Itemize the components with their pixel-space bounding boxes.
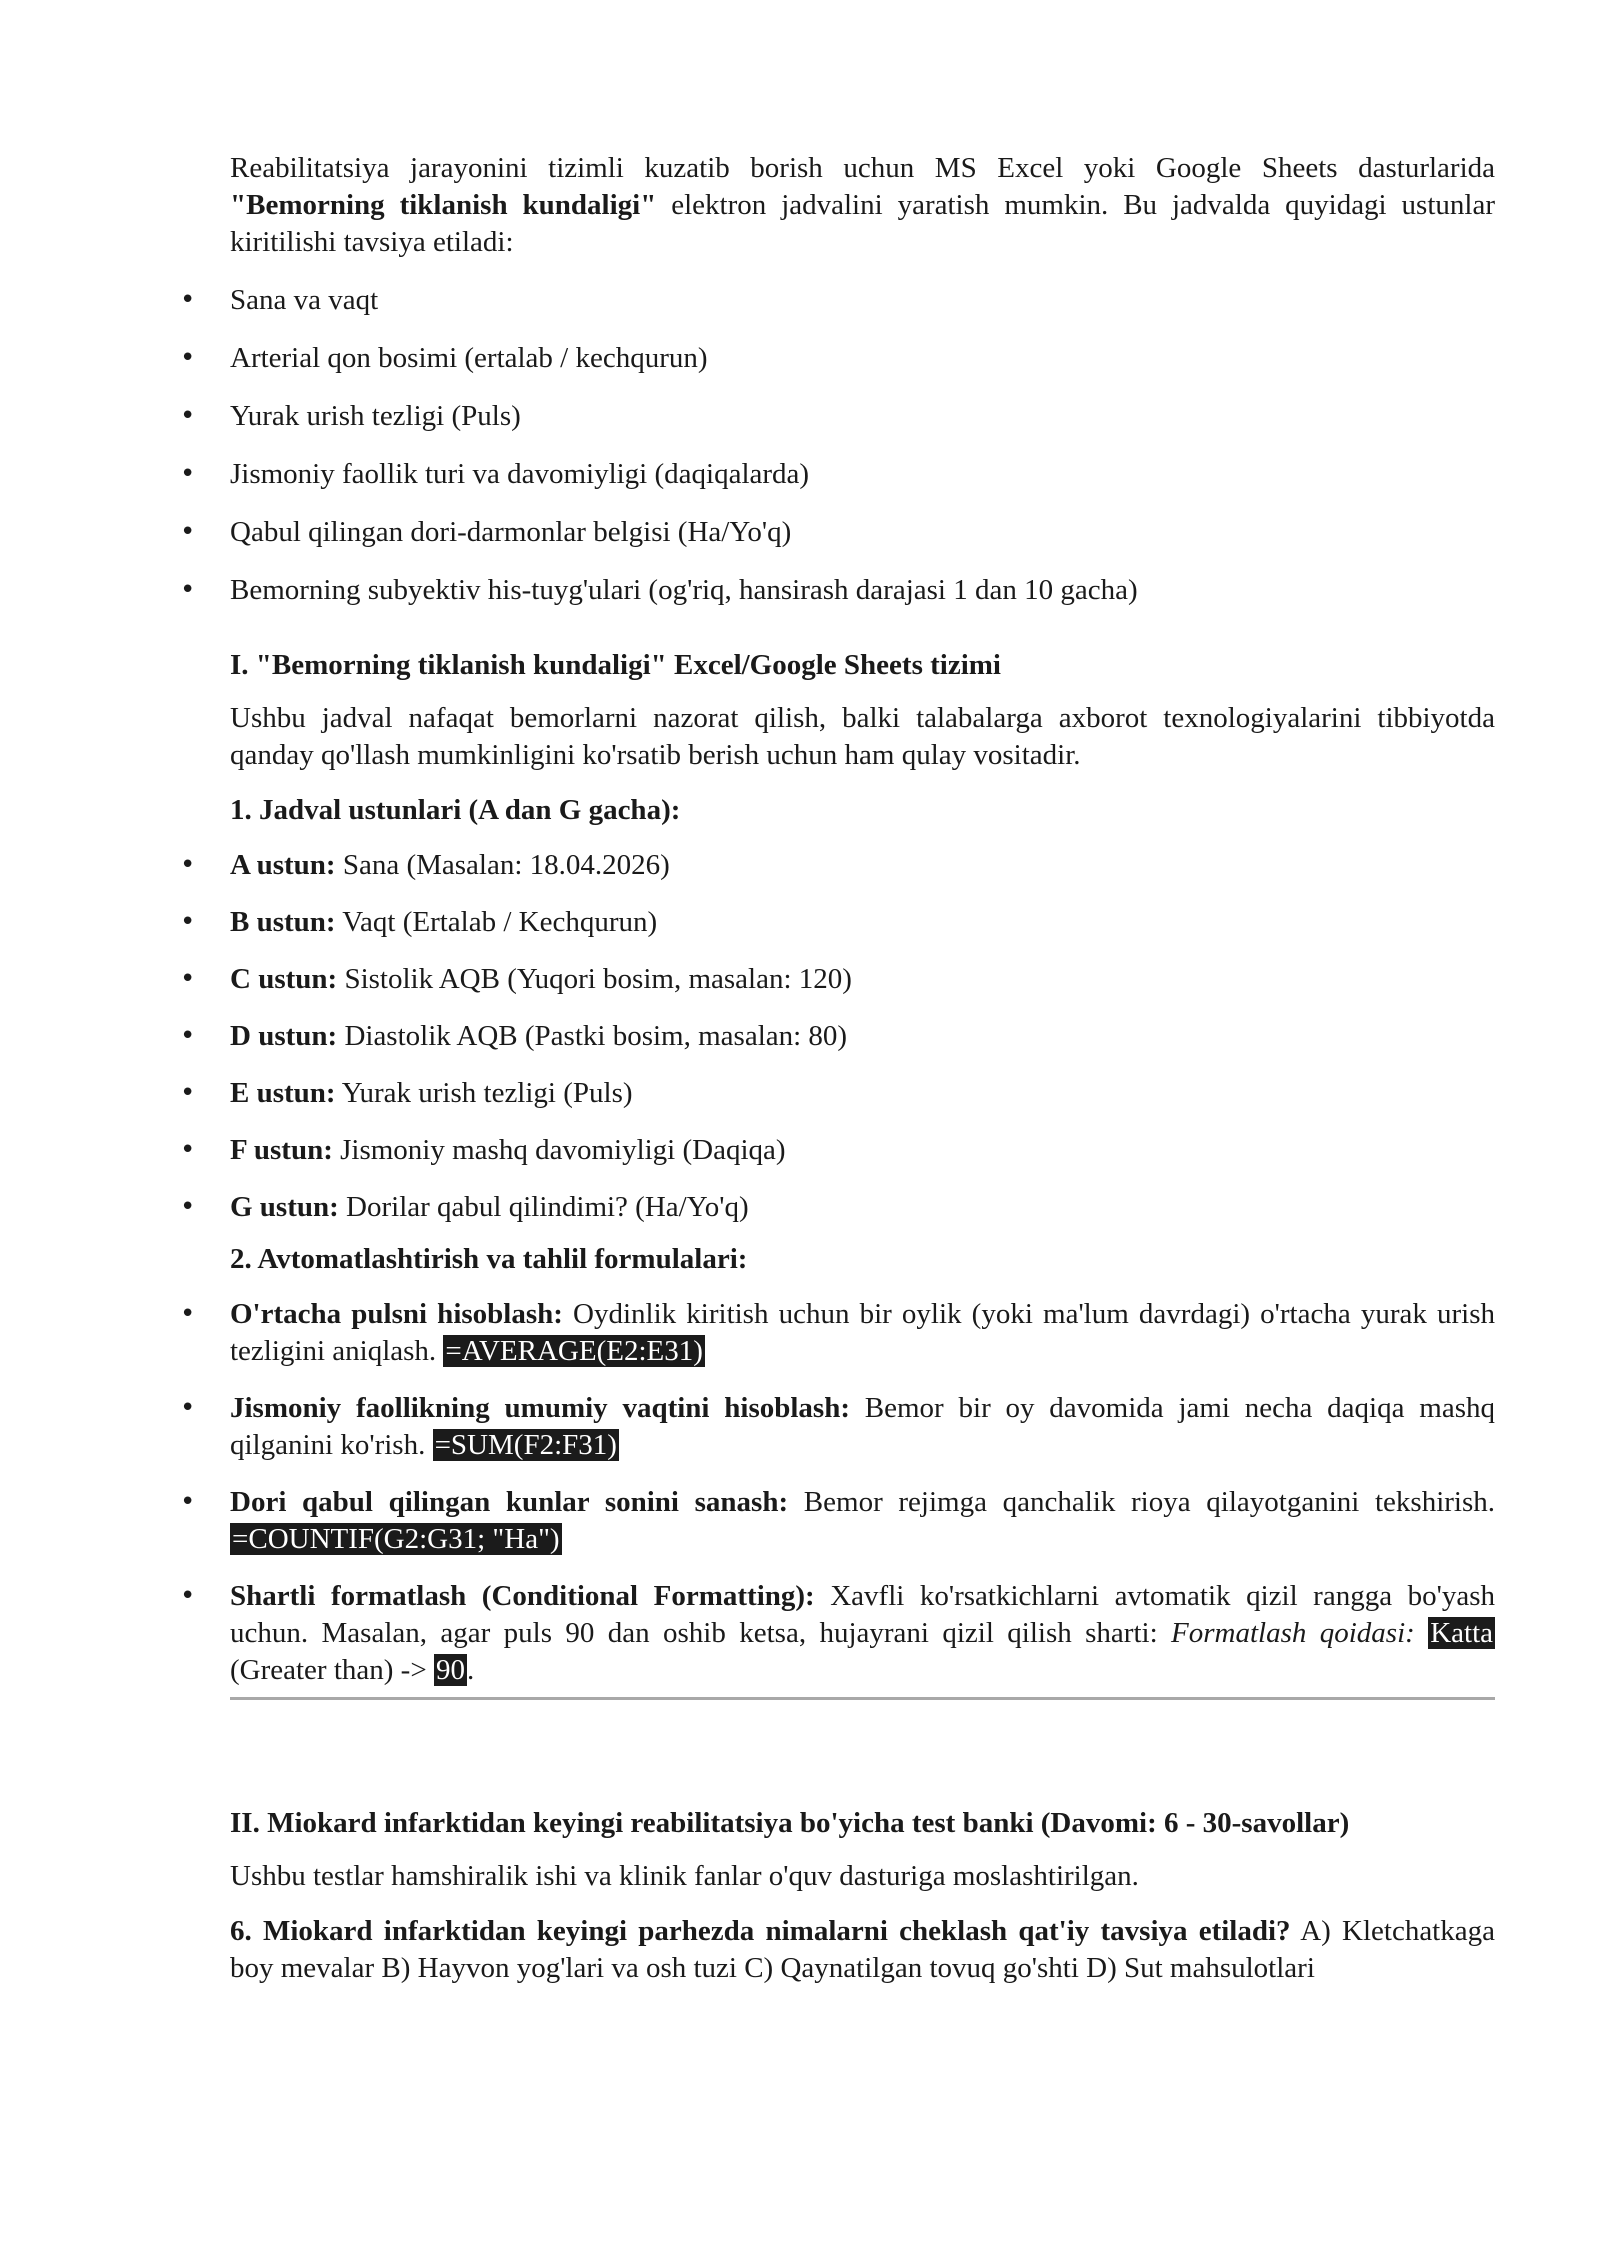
item-text: Jismoniy mashq davomiyligi (Daqiqa) (332, 1134, 786, 1166)
item-text: Bemor rejimga qanchalik rioya qilayotganini tekshirish. (788, 1486, 1495, 1518)
section-1-paragraph: Ushbu jadval nafaqat bemorlarni nazorat qilish, balki talabalarga axborot texnologiyalarini tibbiyotda qanday qo'llash mumkinligini ko'rsatib berish uchun ham qulay vositadir. (230, 702, 1495, 771)
test-question-6 (230, 1913, 1495, 1987)
intro-text-2: elektron jadvalini yaratish mumkin. Bu jadvalda quyidagi ustunlar kiritilishi tavsiya etiladi: (230, 189, 1495, 258)
item-label: F ustun: (230, 1134, 333, 1166)
item-label: E ustun: (230, 1077, 336, 1109)
item-label: C ustun: (230, 963, 338, 995)
subsection-2-heading: 2. Avtomatlashtirish va tahlil formulalari: (230, 1243, 748, 1275)
item-text: Oydinlik kiritish uchun bir oylik (yoki ma'lum davrdagi) o'rtacha yurak urish tezligini aniqlash. (230, 1298, 1496, 1367)
list-item (230, 1484, 1495, 1558)
item-text: . (466, 1654, 475, 1686)
list-item (230, 1296, 1495, 1370)
item-text: Yurak urish tezligi (Puls) (335, 1077, 633, 1109)
item-label: A ustun: (230, 849, 336, 881)
item-label: B ustun: (230, 906, 336, 938)
list-item: • Jismoniy faollik turi va davomiyligi (daqiqalarda) (230, 456, 1495, 493)
list-item (230, 1390, 1495, 1464)
item-text: Xavfli ko'rsatkichlarni avtomatik qizil rangga bo'yash uchun. Masalan, agar puls 90 dan oshib ketsa, hujayrani qizil qilish sharti: (230, 1580, 1495, 1649)
item-text: Vaqt (Ertalab / Kechqurun) (335, 906, 658, 938)
formulas-list (230, 1296, 1495, 1689)
subsection-1-heading: 1. Jadval ustunlari (A dan G gacha): (230, 794, 681, 826)
list-item: • Qabul qilingan dori-darmonlar belgisi (Ha/Yo'q) (230, 514, 1495, 551)
intro-paragraph (230, 150, 1495, 261)
section-2-heading: II. Miokard infarktidan keyingi reabilitatsiya bo'yicha test banki (Davomi: 6 - 30-savollar) (230, 1807, 1350, 1839)
question-options: A) Kletchatkaga boy mevalar B) Hayvon yog'lari va osh tuzi C) Qaynatilgan tovuq go'shti D) Sut mahsulotlari (230, 1915, 1495, 1984)
formula-code: Katta (1430, 1617, 1494, 1649)
item-label: O'rtacha pulsni hisoblash: (230, 1298, 563, 1330)
item-label: Jismoniy faollikning umumiy vaqtini hisoblash: (230, 1392, 850, 1424)
list-item (230, 1075, 1495, 1112)
list-item: • Bemorning subyektiv his-tuyg'ulari (og'riq, hansirash darajasi 1 dan 10 gacha) (230, 572, 1495, 609)
list-item (230, 1578, 1495, 1689)
item-label: Dori qabul qilingan kunlar sonini sanash: (230, 1486, 789, 1518)
item-text: Bemor bir oy davomida jami necha daqiqa mashq qilganini ko'rish. (230, 1392, 1495, 1461)
list-item (230, 847, 1495, 884)
formula-code: =AVERAGE(E2:E31) (445, 1335, 703, 1367)
item-label: Shartli formatlash (Conditional Formatting): (230, 1580, 815, 1612)
formula-code: 90 (435, 1654, 465, 1686)
item-text: Sana (Masalan: 18.04.2026) (335, 849, 670, 881)
list-item: • Yurak urish tezligi (Puls) (230, 398, 1495, 435)
recommended-columns-list (230, 282, 1495, 609)
spreadsheet-columns-list (230, 847, 1495, 1226)
item-label: G ustun: (230, 1191, 339, 1223)
list-item (230, 904, 1495, 941)
item-text: Sistolik AQB (Yuqori bosim, masalan: 120) (337, 963, 852, 995)
question-text: 6. Miokard infarktidan keyingi parhezda nimalarni cheklash qat'iy tavsiya etiladi? (230, 1915, 1291, 1947)
item-text: Diastolik AQB (Pastki bosim, masalan: 80) (337, 1020, 848, 1052)
item-italic: Formatlash qoidasi: (1171, 1617, 1415, 1649)
section-2-paragraph: Ushbu testlar hamshiralik ishi va klinik fanlar o'quv dasturiga moslashtirilgan. (230, 1860, 1139, 1892)
intro-text-1: Reabilitatsiya jarayonini tizimli kuzatib borish uchun MS Excel yoki Google Sheets dasturlarida (230, 152, 1495, 184)
section-1-heading: I. "Bemorning tiklanish kundaligi" Excel/Google Sheets tizimi (230, 649, 1001, 681)
list-item (230, 1132, 1495, 1169)
item-label: D ustun: (230, 1020, 338, 1052)
list-item (230, 961, 1495, 998)
item-text: (Greater than) -> (230, 1654, 434, 1686)
list-item (230, 1189, 1495, 1226)
list-item: • Sana va vaqt (230, 282, 1495, 319)
list-item (230, 1018, 1495, 1055)
list-item: • Arterial qon bosimi (ertalab / kechqurun) (230, 340, 1495, 377)
item-text: Dorilar qabul qilindimi? (Ha/Yo'q) (338, 1191, 749, 1223)
intro-bold-title: "Bemorning tiklanish kundaligi" (230, 189, 657, 221)
formula-code: =COUNTIF(G2:G31; "Ha") (232, 1523, 560, 1555)
formula-code: =SUM(F2:F31) (434, 1429, 617, 1461)
document-page (230, 150, 1495, 1987)
